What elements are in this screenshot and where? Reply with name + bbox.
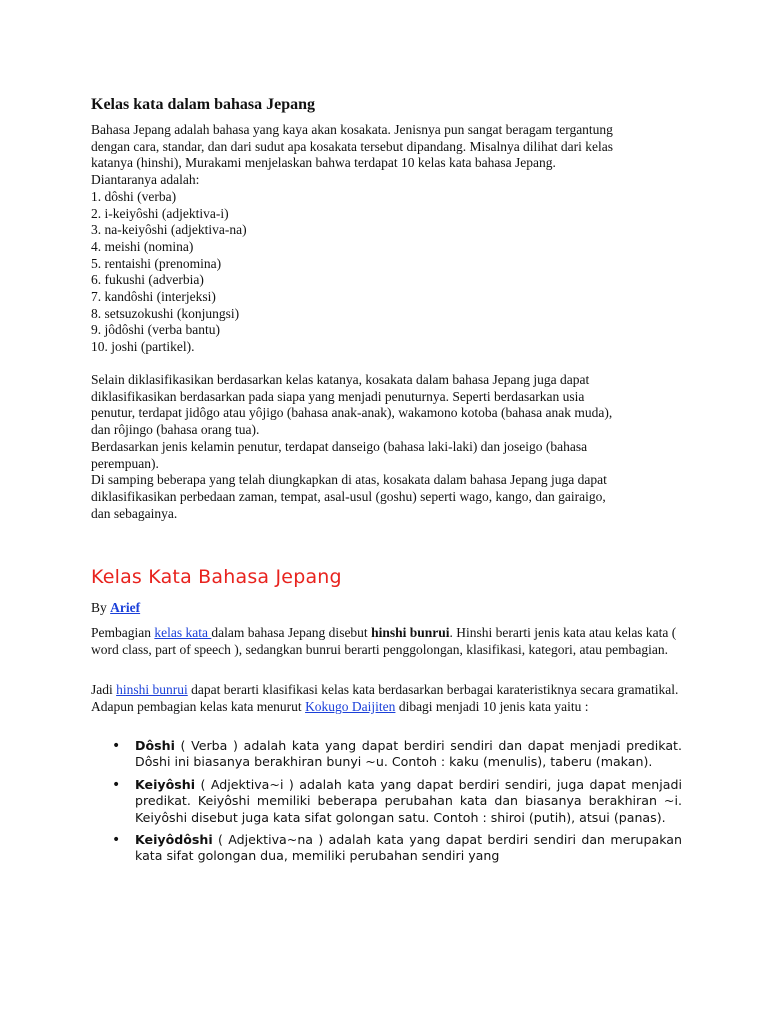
class-list-item: 7. kandôshi (interjeksi) [91,289,216,305]
class-list-item: 3. na-keiyôshi (adjektiva-na) [91,222,247,238]
intro-block [91,122,691,356]
list-item-term: Keiyôdôshi [135,832,213,848]
byline-prefix: By [91,600,111,615]
article-title: Kelas Kata Bahasa Jepang [91,566,342,588]
class-list-item: 9. jôdôshi (verba bantu) [91,322,220,338]
list-item-text: ( Adjektiva~na ) adalah kata yang dapat berdiri sendiri dan merupakan kata sifat golongan dua, memiliki perubahan sendiri yang [135,832,682,864]
class-list-item: 8. setsuzokushi (konjungsi) [91,305,240,321]
paragraph-line: diklasifikasikan berdasarkan pada siapa yang menjadi penuturnya. Seperti berdasarkan usia [91,388,585,404]
intro-line: katanya (hinshi), Murakami menjelaskan bahwa terdapat 10 kelas kata bahasa Jepang. [91,155,556,171]
class-list-item: 2. i-keiyôshi (adjektiva-i) [91,205,229,221]
bullet-icon: • [112,832,121,849]
list-item-term: Dôshi [135,738,175,753]
intro-line: dengan cara, standar, dan dari sudut apa kosakata tersebut dipandang. Misalnya dilihat dari kelas [91,138,614,154]
hinshi-bunrui-link[interactable]: hinshi bunrui [116,682,188,697]
intro-line: Bahasa Jepang adalah bahasa yang kaya akan kosakata. Jenisnya pun sangat beragam tergantung [91,122,613,137]
text-run: dapat berarti klasifikasi kelas kata berdasarkan berbagai karateristiknya secara gramatikal. Adapun pembagian kelas kata menurut [91,682,679,714]
classification-paragraph [91,372,691,522]
kelas-kata-link[interactable]: kelas kata [154,625,212,640]
paragraph-line: diklasifikasikan perbedaan zaman, tempat, asal-usul (goshu) seperti wago, kango, dan gairaigo, [91,488,606,504]
hinshi-paragraph [91,624,681,658]
list-item-text: ( Adjektiva~i ) adalah kata yang dapat berdiri sendiri, juga dapat menjadi predikat. Keiyôshi memiliki beberapa perubahan kata dan biasanya berakhiran ~i. Keiyôshi disebut juga kata sifat golongan satu. Contoh : shiroi (putih), atsui (panas). [135,776,682,825]
paragraph-line: perempuan). [91,455,159,471]
hinshi-bunrui-term: hinshi bunrui [371,625,450,640]
list-item [112,777,682,826]
class-list-item: 4. meishi (nomina) [91,238,194,254]
class-list-item: 6. fukushi (adverbia) [91,272,204,288]
author-link[interactable]: Arief [110,600,141,615]
text-run: Jadi [91,682,117,697]
text-run: . Hinshi berarti jenis kata atau kelas kata ( word class, part of speech ), sedangkan bunrui berarti penggolongan, klasifikasi, kategori, atau pembagian. [91,625,677,657]
bullet-icon: • [112,738,121,754]
paragraph-line: Di samping beberapa yang telah diungkapkan di atas, kosakata dalam bahasa Jepang juga dapat [91,472,607,488]
list-item [112,832,682,865]
text-run: dibagi menjadi 10 jenis kata yaitu : [395,699,589,714]
list-item-term: Keiyôshi [135,776,196,792]
paragraph-line: dan rôjingo (bahasa orang tua). [91,422,260,438]
byline [91,600,140,616]
bullet-icon: • [112,776,121,793]
text-run: dalam bahasa Jepang disebut [211,625,372,640]
paragraph-line: Berdasarkan jenis kelamin penutur, terdapat danseigo (bahasa laki-laki) dan joseigo (bahasa [91,438,588,454]
paragraph-line: penutur, terdapat jidôgo atau yôjigo (bahasa anak-anak), wakamono kotoba (bahasa anak muda), [91,405,613,421]
class-list-item: 10. joshi (partikel). [91,339,195,355]
text-run: Pembagian [91,625,155,640]
word-class-list [112,738,682,871]
kokugo-daijiten-link[interactable]: Kokugo Daijiten [305,699,396,714]
list-item [112,738,682,771]
section-heading: Kelas kata dalam bahasa Jepang [91,96,316,113]
paragraph-line: Selain diklasifikasikan berdasarkan kelas katanya, kosakata dalam bahasa Jepang juga dapat [91,372,590,387]
kokugo-paragraph [91,681,681,715]
list-item-text: ( Verba ) adalah kata yang dapat berdiri sendiri dan dapat menjadi predikat. Dôshi ini biasanya berakhiran bunyi ~u. Contoh : kaku (menulis), taberu (makan). [135,738,682,770]
class-list-item: 1. dôshi (verba) [91,188,177,204]
paragraph-line: dan sebagainya. [91,505,178,521]
class-list-item: 5. rentaishi (prenomina) [91,255,222,271]
intro-line: Diantaranya adalah: [91,172,200,188]
